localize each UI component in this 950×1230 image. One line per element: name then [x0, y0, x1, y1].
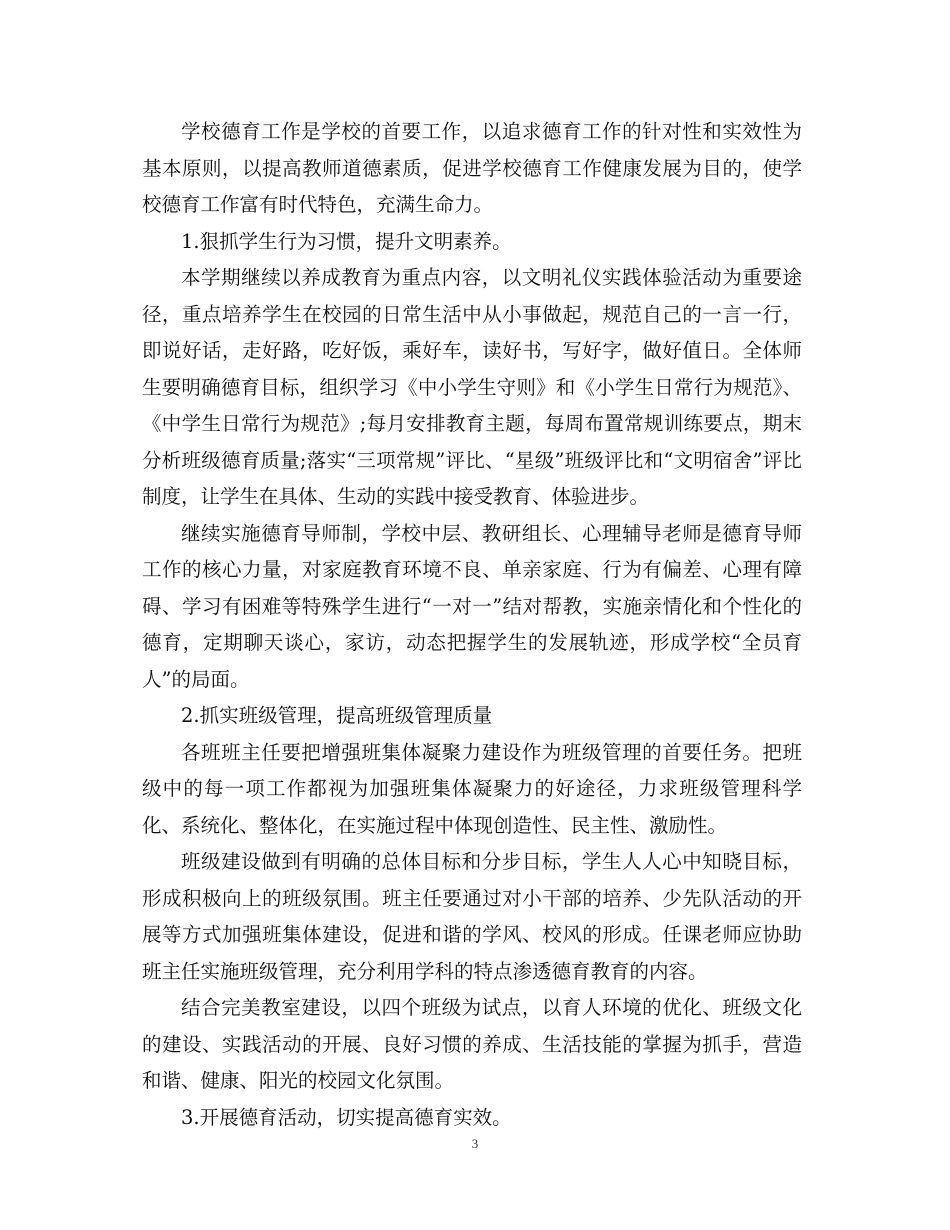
body-paragraph: 本学期继续以养成教育为重点内容，以文明礼仪实践体验活动为重要途径，重点培养学生在校园的日常生活中从小事做起，规范自己的一言一行，即说好话，走好路，吃好饭，乘好车，读好书，写好字，做好值日。全体师生要明确德育目标，组织学习《中小学生守则》和《小学生日常行为规范》、《中学生日常行为规范》;每月安排教育主题，每周布置常规训练要点，期末分析班级德育质量;落实“三项常规”评比、“星级”班级评比和“文明宿舍”评比制度，让学生在具体、生动的实践中接受教育、体验进步。: [142, 266, 802, 508]
section-heading-3: 3.开展德育活动，切实提高德育实效。: [181, 1105, 512, 1129]
intro-paragraph: 学校德育工作是学校的首要工作，以追求德育工作的针对性和实效性为基本原则，以提高教师道德素质，促进学校德育工作健康发展为目的，使学校德育工作富有时代特色，充满生命力。: [142, 120, 802, 216]
section-heading-1: 1.狠抓学生行为习惯，提升文明素养。: [181, 229, 512, 253]
page-number: 3: [471, 1136, 479, 1151]
body-paragraph: 各班班主任要把增强班集体凝聚力建设作为班级管理的首要任务。把班级中的每一项工作都视为加强班集体凝聚力的好途径，力求班级管理科学化、系统化、整体化，在实施过程中体现创造性、民主性、激励性。: [142, 740, 802, 837]
body-paragraph: 班级建设做到有明确的总体目标和分步目标，学生人人心中知晓目标，形成积极向上的班级氛围。班主任要通过对小干部的培养、少先队活动的开展等方式加强班集体建设，促进和谐的学风、校风的形成。任课老师应协助班主任实施班级管理，充分利用学科的特点渗透德育教育的内容。: [142, 850, 802, 983]
section-heading-2: 2.抓实班级管理，提高班级管理质量: [181, 704, 493, 727]
document-body: [142, 114, 802, 1136]
body-paragraph: 继续实施德育导师制，学校中层、教研组长、心理辅导老师是德育导师工作的核心力量，对家庭教育环境不良、单亲家庭、行为有偏差、心理有障碍、学习有困难等特殊学生进行“一对一”结对帮教，实施亲情化和个性化的德育，定期聊天谈心，家访，动态把握学生的发展轨迹，形成学校“全员育人”的局面。: [142, 521, 802, 691]
body-paragraph: 结合完美教室建设，以四个班级为试点，以育人环境的优化、班级文化的建设、实践活动的开展、良好习惯的养成、生活技能的掌握为抓手，营造和谐、健康、阳光的校园文化氛围。: [142, 996, 802, 1092]
